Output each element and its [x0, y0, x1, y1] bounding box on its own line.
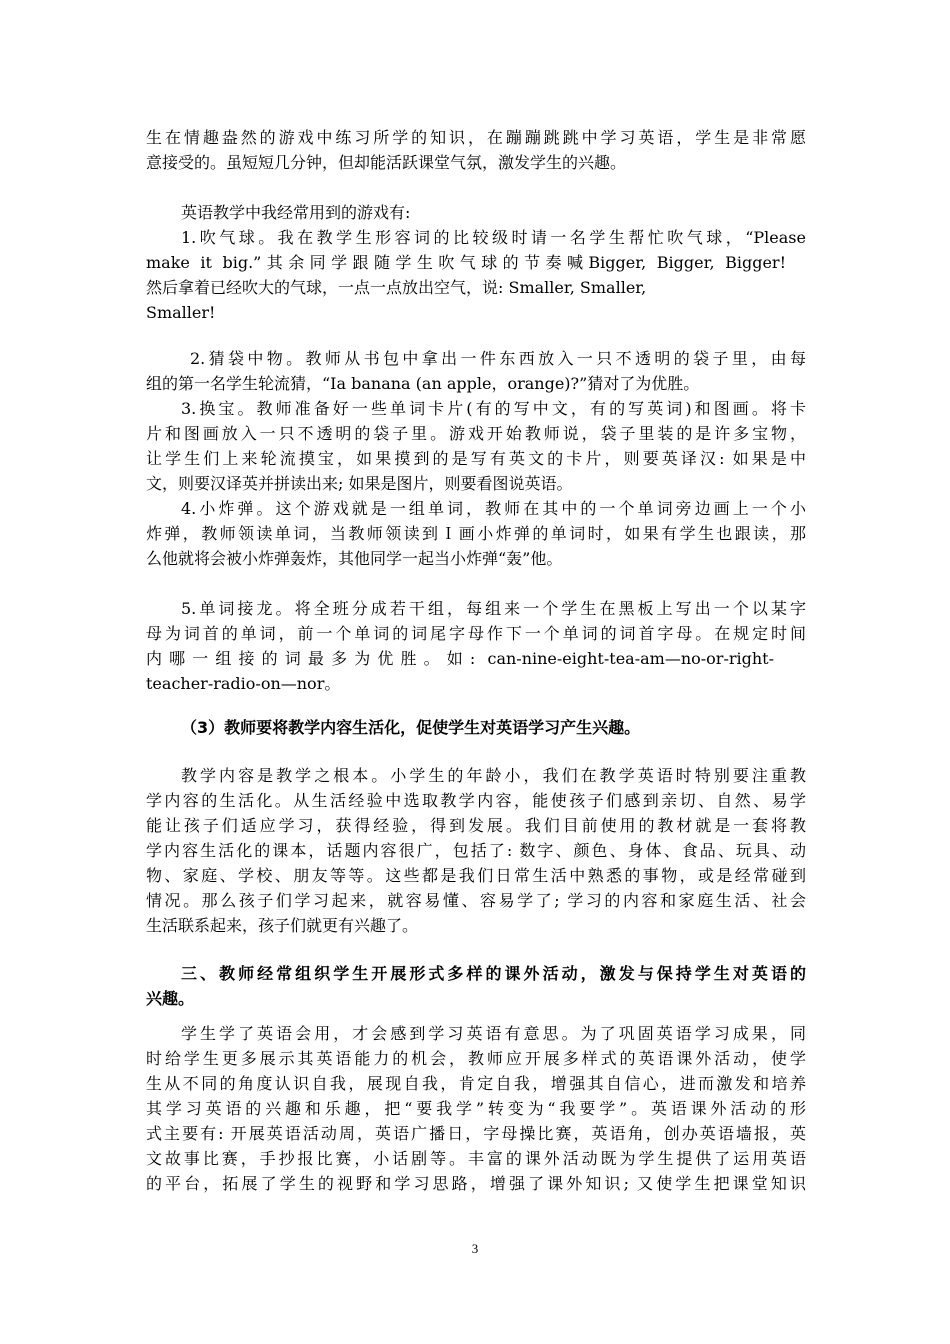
game3-line-3: 让学生们上来轮流摸宝，如果摸到的是写有英文的卡片，则要英译汉: 如果是中 [146, 449, 806, 468]
game3-line-2: 片和图画放入一只不透明的袋子里。游戏开始教师说，袋子里装的是许多宝物， [146, 424, 806, 443]
game4-line-3: 么他就将会被小炸弹轰炸，其他同学一起当小炸弹“轰”他。 [146, 549, 563, 568]
game4-line-2: 炸弹，教师领读单词，当教师领读到Ｉ画小炸弹的单词时，如果有学生也跟读，那 [146, 524, 806, 543]
game5-line-1: 5.单词接龙。将全班分成若干组，每组来一个学生在黑板上写出一个以某字 [181, 599, 806, 618]
part3-heading-line-2: 兴趣。 [146, 989, 195, 1008]
section3-body-line-3: 能让孩子们适应学习，获得经验，得到发展。我们目前使用的教材就是一套将教 [146, 816, 806, 835]
game2-line-1: 2.猜袋中物。教师从书包中拿出一件东西放入一只不透明的袋子里，由每 [190, 349, 806, 368]
intro-line-2: 意接受的。虽短短几分钟，但却能活跃课堂气氛，激发学生的兴趣。 [146, 153, 627, 172]
game1-line-3: 然后拿着已经吹大的气球，一点一点放出空气，说: Smaller, Smaller, [146, 278, 647, 297]
part3-body-line-7: 的平台，拓展了学生的视野和学习思路，增强了课外知识; 又使学生把课堂知识 [146, 1174, 806, 1193]
games-heading: 英语教学中我经常用到的游戏有: [181, 203, 411, 222]
part3-heading-line-1: 三、教师经常组织学生开展形式多样的课外活动，激发与保持学生对英语的 [181, 964, 806, 983]
page-number: 3 [471, 1241, 479, 1256]
section3-body-line-2: 学内容的生活化。从生活经验中选取教学内容，能使孩子们感到亲切、自然、易学 [146, 791, 806, 810]
section3-body-line-6: 情况。那么孩子们学习起来，就容易懂、容易学了; 学习的内容和家庭生活、社会 [146, 891, 806, 910]
part3-body-line-1: 学生学了英语会用，才会感到学习英语有意思。为了巩固英语学习成果，同 [181, 1024, 806, 1043]
game2-line-2: 组的第一名学生轮流猜，“Ia banana (an apple，orange)?”猜对了为优胜。 [146, 374, 700, 393]
game1-line-2: make it big.”其余同学跟随学生吹气球的节奏喊Bigger, Bigger, Bigger! [146, 253, 786, 272]
section3-heading: （3）教师要将教学内容生活化，促使学生对英语学习产生兴趣。 [181, 718, 641, 737]
part3-body-line-3: 生从不同的角度认识自我，展现自我，肯定自我，增强其自信心，进而激发和培养 [146, 1074, 806, 1093]
section3-body-line-5: 物、家庭、学校、朋友等等。这些都是我们日常生活中熟悉的事物，或是经常碰到 [146, 866, 806, 885]
game1-line-4: Smaller! [146, 303, 216, 322]
game3-line-1: 3.换宝。教师准备好一些单词卡片(有的写中文，有的写英词)和图画。将卡 [181, 399, 806, 418]
section3-body-line-7: 生活联系起来，孩子们就更有兴趣了。 [146, 916, 419, 935]
section3-body-line-1: 教学内容是教学之根本。小学生的年龄小，我们在教学英语时特别要注重教 [181, 766, 806, 785]
game3-line-4: 文，则要汉译英并拼读出来; 如果是图片，则要看图说英语。 [146, 474, 573, 493]
part3-body-line-6: 文故事比赛，手抄报比赛，小话剧等。丰富的课外活动既为学生提供了运用英语 [146, 1149, 806, 1168]
part3-body-line-2: 时给学生更多展示其英语能力的机会，教师应开展多样式的英语课外活动，使学 [146, 1049, 806, 1068]
game5-line-4: teacher-radio-on—nor。 [146, 674, 341, 693]
game5-line-3: 内哪一组接的词最多为优胜。如: can-nine-eight-tea-am—no-or-right- [146, 649, 774, 668]
intro-line-1: 生在情趣盎然的游戏中练习所学的知识，在蹦蹦跳跳中学习英语，学生是非常愿 [146, 128, 806, 147]
part3-body-line-5: 式主要有: 开展英语活动周，英语广播日，字母操比赛，英语角，创办英语墙报，英 [146, 1124, 806, 1143]
part3-body-line-4: 其学习英语的兴趣和乐趣，把“要我学”转变为“我要学”。英语课外活动的形 [146, 1099, 806, 1118]
game4-line-1: 4.小炸弹。这个游戏就是一组单词，教师在其中的一个单词旁边画上一个小 [181, 499, 806, 518]
game5-line-2: 母为词首的单词，前一个单词的词尾字母作下一个单词的词首字母。在规定时间 [146, 624, 806, 643]
section3-body-line-4: 学内容生活化的课本，话题内容很广，包括了: 数字、颜色、身体、食品、玩具、动 [146, 841, 806, 860]
game1-line-1: 1.吹气球。我在教学生形容词的比较级时请一名学生帮忙吹气球，“Please [181, 228, 806, 247]
